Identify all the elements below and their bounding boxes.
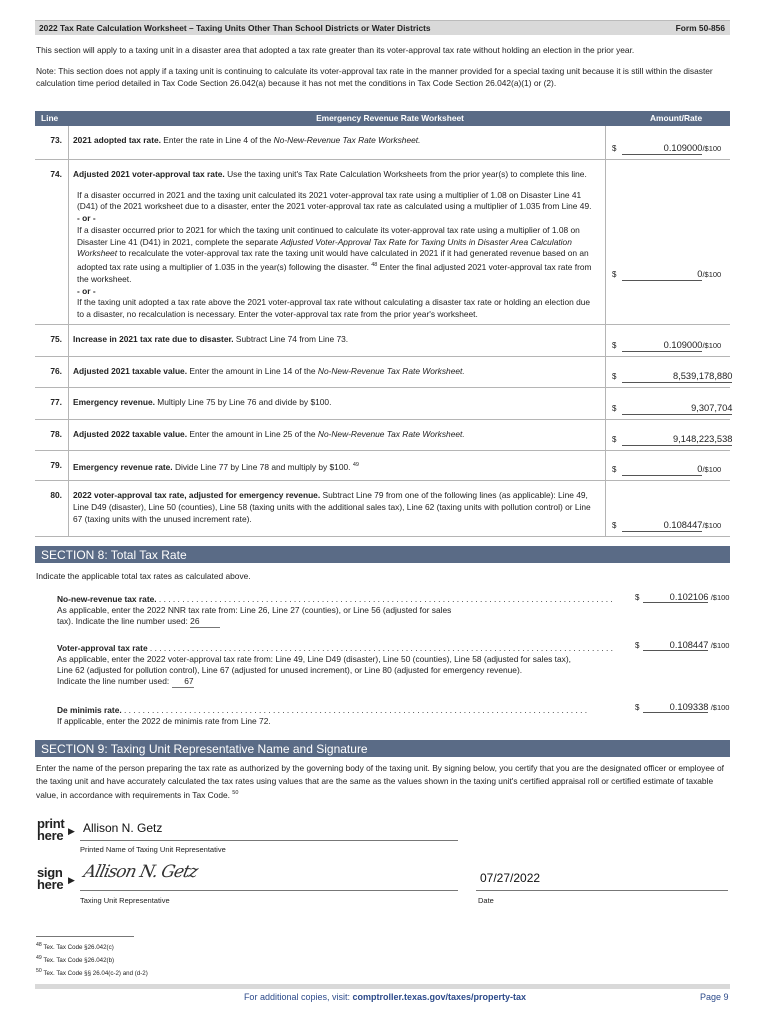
line-desc: Divide Line 77 by Line 78 and multiply by $100. <box>172 461 353 472</box>
signature: Allison N. Getz <box>81 862 200 882</box>
arrow-right-icon: ▶ <box>68 826 75 836</box>
section-8-intro: Indicate the applicable total tax rates as calculated above. <box>36 571 251 581</box>
line-text <box>69 126 606 159</box>
line-desc: Enter the rate in Line 4 of the <box>160 135 274 145</box>
line-78-value[interactable]: 9,148,223,538 <box>622 433 732 446</box>
line-number: 76. <box>35 356 69 387</box>
option-c: If the taxing unit adopted a tax rate above the 2021 voter-approval tax rate without calculating a disaster tax rate or holding an election due to a disaster, no recalculation is necessary. Enter the voter-approval tax rate from the prior year's worksheet. <box>77 297 591 320</box>
nnr-block: No-new-revenue tax rate. . . . . . . . . . . . . . . . . . . . . . . . . . . . . . . . . . . . . . . . . . . . . . . . . . . . . . . . . . . . . . . . . . . . . . . . . . . . . . . . . . . . . . . . . . . . . . . . . . . As applicable, enter the 2022 NNR tax rate from: Line 26, Line 27 (counties), or Line 56 (adjusted for sales tax). Indicate the line number used: 26 <box>57 594 613 626</box>
table-row <box>35 450 730 480</box>
line-74-value[interactable]: 0 <box>622 268 702 281</box>
line-ref: No-New-Revenue Tax Rate Worksheet. <box>317 365 465 376</box>
table-row <box>35 126 730 159</box>
printed-name: Allison N. Getz <box>83 821 163 835</box>
table-row <box>35 480 730 536</box>
line-76-value[interactable]: 8,539,178,880 <box>622 370 732 383</box>
line-75-value[interactable]: 0.109000 <box>622 339 702 352</box>
date-value: 07/27/2022 <box>480 871 541 885</box>
footnote-ref: 49 <box>352 461 359 468</box>
arrow-right-icon: ▶ <box>68 875 75 885</box>
table-row <box>35 387 730 419</box>
footnotes <box>36 940 148 979</box>
line-desc: Multiply Line 75 by Line 76 and divide by $100. <box>154 396 332 407</box>
amount-cell <box>606 324 731 356</box>
footer-text: For additional copies, visit: <box>243 992 353 1002</box>
dollar-sign: $ <box>612 371 617 381</box>
line-number: 78. <box>35 419 69 450</box>
or-separator: - or - <box>77 285 96 296</box>
line-desc: Use the taxing unit's Tax Rate Calculation Worksheets from the prior year(s) to complete this line. <box>224 168 587 179</box>
dm-label: De minimis rate. <box>57 705 122 715</box>
line-73-value[interactable]: 0.109000 <box>622 142 702 155</box>
form-title: 2022 Tax Rate Calculation Worksheet – Taxing Units Other Than School Districts or Water Districts <box>39 23 431 33</box>
dollar-sign: $ <box>612 434 617 444</box>
var-desc: As applicable, enter the 2022 voter-approval tax rate from: Line 49, Line D49 (disaster), Line 50 (counties), Line 58 (adjusted for sales tax), Line 62 (adjusted for pollution control), Line 67 (adjusted for unused increment), or Line 80 (adjusted for emergency revenue). <box>57 654 571 675</box>
dm-block: De minimis rate. . . . . . . . . . . . . . . . . . . . . . . . . . . . . . . . . . . . . . . . . . . . . . . . . . . . . . . . . . . . . . . . . . . . . . . . . . . . . . . . . . . . . . . . . . . . . . . . . . . . . If applicable, enter the 2022 de minimis rate from Line 72. <box>57 705 617 727</box>
line-text <box>69 387 606 419</box>
intro-note: Note: This section does not apply if a taxing unit is continuing to calculate its voter-approval tax rate in the manner provided for a special taxing unit because it is still within the disaster calculation time period detailed in Tax Code Section 26.042(a) because it has not met the conditions in Tax Code Section 26.042(a)(1) or (2). <box>36 66 713 88</box>
dollar-sign: $ <box>612 269 617 279</box>
line-label: Adjusted 2021 voter-approval tax rate. <box>73 168 225 179</box>
worksheet-title: Emergency Revenue Rate Worksheet <box>316 113 464 123</box>
line-79-value[interactable]: 0 <box>622 463 702 476</box>
line-number: 77. <box>35 387 69 419</box>
table-row <box>35 419 730 450</box>
table-row <box>35 356 730 387</box>
unit-label: /$100 <box>702 143 722 153</box>
footer <box>0 992 770 1002</box>
line-number: 74. <box>35 159 69 324</box>
option-a: If a disaster occurred in 2021 and the taxing unit calculated its 2021 voter-approval tax rate using a multiplier of 1.08 on Disaster Line 41 (D41) of the 2021 worksheet due to a disaster, enter the 2021 voter-approval tax rate as calculated using a multiplier of 1.035 from Line 49. <box>77 189 592 212</box>
footer-bar <box>35 984 730 989</box>
line-77-value[interactable]: 9,307,704 <box>622 402 732 415</box>
section-title: SECTION 9: Taxing Unit Representative Name and Signature <box>41 742 368 756</box>
line-80-value[interactable]: 0.108447 <box>622 519 702 532</box>
unit-label: /$100 <box>702 464 722 474</box>
amount-cell <box>606 450 731 480</box>
var-rate: $ 0.108447 /$100 <box>635 640 730 650</box>
amount-cell <box>606 419 731 450</box>
footnote-divider <box>36 936 134 937</box>
printed-name-label: Printed Name of Taxing Unit Representative <box>80 845 226 854</box>
var-value[interactable]: 0.108447 <box>643 640 708 651</box>
col-line-header: Line <box>41 113 59 123</box>
line-desc: Subtract Line 79 from one of the following lines (as applicable): Line 49, Line D49 (disaster), Line 50 (counties), Line 58 (taxing units with the additional sales tax), Line 62 (taxing units with pollution control) or Line 67 (taxing units with the unused increment rate). <box>73 489 591 524</box>
section-title: SECTION 8: Total Tax Rate <box>41 548 187 562</box>
intro-paragraph: This section will apply to a taxing unit in a disaster area that adopted a tax rate greater than its voter-approval tax rate without holding an election in the prior year. <box>36 45 635 55</box>
line-desc: Enter the amount in Line 25 of the <box>187 428 318 439</box>
nnr-line-used[interactable]: 26 <box>190 616 220 628</box>
option-b: If a disaster occurred prior to 2021 for which the taxing unit continued to calculate its voter-approval tax rate using a multiplier of 1.08 on Disaster Line 41 (D41) in 2021, complete the separate Adjusted Voter-Approval Tax Rate for Taxing Units in Disaster Area Calculation Worksheet to recalculate the voter-approval tax rate the taxing unit would have calculated in 2021 if it had generated revenue based on an adopted tax rate using a multiplier of 1.035 in the year(s) following the disaster. $^{48}$ Enter the final adjusted 2021 voter-approval tax rate from the worksheet. <box>77 224 592 284</box>
line-ref: No-New-Revenue Tax Rate Worksheet. <box>317 428 465 439</box>
footnote: $^{48}$ Tex. Tax Code §26.042(c) <box>36 942 114 952</box>
or-separator: - or - <box>77 213 96 224</box>
nnr-label: No-new-revenue tax rate. <box>57 594 157 604</box>
line-text <box>69 419 606 450</box>
line-label: Adjusted 2022 taxable value. <box>73 428 188 439</box>
dollar-sign: $ <box>612 403 617 413</box>
line-label: Increase in 2021 tax rate due to disaster. <box>73 333 234 344</box>
var-line-used[interactable]: 67 <box>172 676 194 688</box>
line-text <box>69 480 606 536</box>
line-text <box>69 324 606 356</box>
dm-desc: If applicable, enter the 2022 de minimis rate from Line 72. <box>57 716 271 726</box>
emergency-revenue-table <box>35 126 733 537</box>
line-number: 80. <box>35 480 69 536</box>
section-9-header <box>35 740 730 757</box>
dollar-sign: $ <box>612 520 617 530</box>
line-number: 73. <box>35 126 69 159</box>
section-8-header <box>35 546 730 563</box>
dollar-sign: $ <box>612 464 617 474</box>
dollar-sign: $ <box>612 143 617 153</box>
form-header <box>35 20 730 35</box>
footnote: $^{49}$ Tex. Tax Code §26.042(b) <box>36 955 115 965</box>
nnr-desc: As applicable, enter the 2022 NNR tax rate from: Line 26, Line 27 (counties), or Line 56 (adjusted for sales tax). Indicate the line number used: <box>57 605 452 626</box>
amount-cell <box>606 126 731 159</box>
sign-here-icon: sign here <box>37 865 64 892</box>
table-row <box>35 159 730 324</box>
dm-rate: $ 0.109338 /$100 <box>635 702 730 712</box>
line-desc: Subtract Line 74 from Line 73. <box>233 333 349 344</box>
footer-link[interactable]: comptroller.texas.gov/taxes/property-tax <box>352 992 527 1002</box>
dm-value[interactable]: 0.109338 <box>643 702 708 713</box>
col-amount-header: Amount/Rate <box>650 113 703 123</box>
unit-label: /$100 <box>702 340 722 350</box>
nnr-rate: $ 0.102106 /$100 <box>635 592 730 602</box>
line-label: Adjusted 2021 taxable value. <box>73 365 188 376</box>
line-label: Emergency revenue. <box>73 396 155 407</box>
line-text <box>69 450 606 480</box>
rep-label: Taxing Unit Representative <box>80 896 170 905</box>
signature-line[interactable] <box>80 860 458 891</box>
var-label: Voter-approval tax rate <box>57 643 148 653</box>
line-label: 2021 adopted tax rate. <box>73 135 161 145</box>
table-row <box>35 324 730 356</box>
worksheet-header <box>35 111 730 126</box>
unit-label: /$100 <box>702 269 722 279</box>
amount-cell <box>606 356 731 387</box>
line-label: Emergency revenue rate. <box>73 461 173 472</box>
section-9-text: Enter the name of the person preparing the tax rate as authorized by the governing body of the taxing unit. By signing below, you certify that you are the designated officer or employee of the taxing unit and have accurately calculated the tax rates using values that are the same as the values shown in the taxing unit's certified appraisal roll or certified estimate of taxable value, in accordance with requirements in Tax Code. $^{50}$ <box>36 763 724 800</box>
page-number: Page 9 <box>700 992 729 1002</box>
date-line[interactable] <box>476 866 728 891</box>
amount-cell <box>606 387 731 419</box>
dollar-sign: $ <box>612 340 617 350</box>
nnr-value[interactable]: 0.102106 <box>643 592 708 603</box>
var-line-label: Indicate the line number used: <box>57 676 172 686</box>
unit-label: /$100 <box>702 520 722 530</box>
line-desc: Enter the amount in Line 14 of the <box>187 365 318 376</box>
print-here-icon: print here <box>37 816 65 843</box>
line-label: 2022 voter-approval tax rate, adjusted for emergency revenue. <box>73 489 321 500</box>
line-text <box>69 159 606 324</box>
amount-cell <box>606 159 731 324</box>
amount-cell <box>606 480 731 536</box>
line-ref: No-New-Revenue Tax Rate Worksheet. <box>273 135 421 145</box>
printed-name-line[interactable] <box>80 818 458 841</box>
form-number: Form 50-856 <box>675 23 725 33</box>
var-block: Voter-approval tax rate . . . . . . . . . . . . . . . . . . . . . . . . . . . . . . . . . . . . . . . . . . . . . . . . . . . . . . . . . . . . . . . . . . . . . . . . . . . . . . . . . . . . . . . . . . . . . . . . . . . . As applicable, enter the 2022 voter-approval tax rate from: Line 49, Line D49 (disaster), Line 50 (counties), Line 58 (adjusted for sales tax), Line 62 (adjusted for pollution control), Line 67 (adjusted for unused increment), or Line 80 (adjusted for emergency revenue). Indicate the line number used: 67 <box>57 643 613 686</box>
line-number: 75. <box>35 324 69 356</box>
date-label: Date <box>478 896 494 905</box>
line-text <box>69 356 606 387</box>
line-number: 79. <box>35 450 69 480</box>
footnote: $^{50}$ Tex. Tax Code §§ 26.04(c-2) and (d-2) <box>36 968 148 978</box>
